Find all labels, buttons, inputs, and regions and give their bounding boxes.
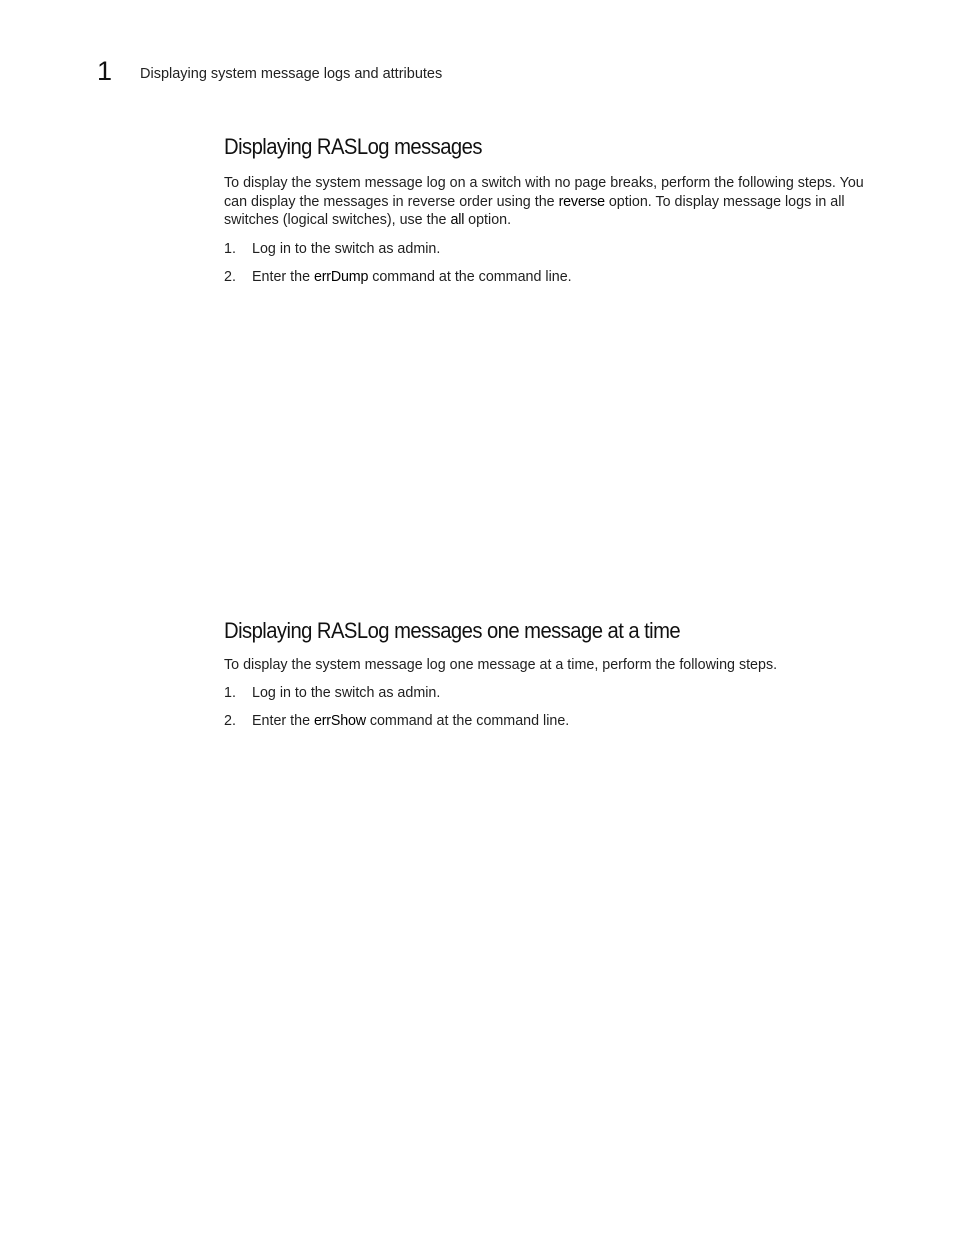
chapter-number: 1 [97,56,113,86]
section-title: Displaying RASLog messages [224,134,482,159]
intro-text: To display the system message log on a switch with no page breaks, perform the following steps. You can display the messages in reverse order using the [224,175,864,210]
command-all: all [450,212,465,228]
step-item [224,240,874,259]
command-errdump: errDump [314,268,369,285]
step-text: Enter the [252,268,314,285]
step-item [224,684,874,703]
step-text: Enter the [252,713,314,729]
step-text: command at the command line. [365,713,570,729]
step-text: Log in to the switch as admin. [252,240,441,257]
running-header-title: Displaying system message logs and attributes [140,66,443,82]
step-text: Log in to the switch as admin. [252,685,441,701]
section-displaying-raslog-messages [224,133,874,286]
step-number: 2. [224,268,236,285]
section-title: Displaying RASLog messages one message at a time [224,618,681,643]
steps-list [224,240,874,287]
intro-text: option. To display message logs in all switches (logical switches), use the [224,193,845,228]
step-item [224,268,874,287]
command-errshow: errShow [314,713,366,729]
step-item [224,712,874,731]
step-number: 1. [224,240,236,257]
step-number: 1. [224,685,236,701]
section-intro-paragraph: To display the system message log one message at a time, perform the following steps. [224,657,778,673]
step-text: command at the command line. [368,268,572,285]
steps-list [224,684,874,731]
section-intro-paragraph [224,174,874,230]
step-number: 2. [224,713,236,729]
intro-text: option. [464,212,512,228]
command-reverse: reverse [558,193,605,210]
section-displaying-raslog-messages-one-at-a-time [224,617,874,731]
